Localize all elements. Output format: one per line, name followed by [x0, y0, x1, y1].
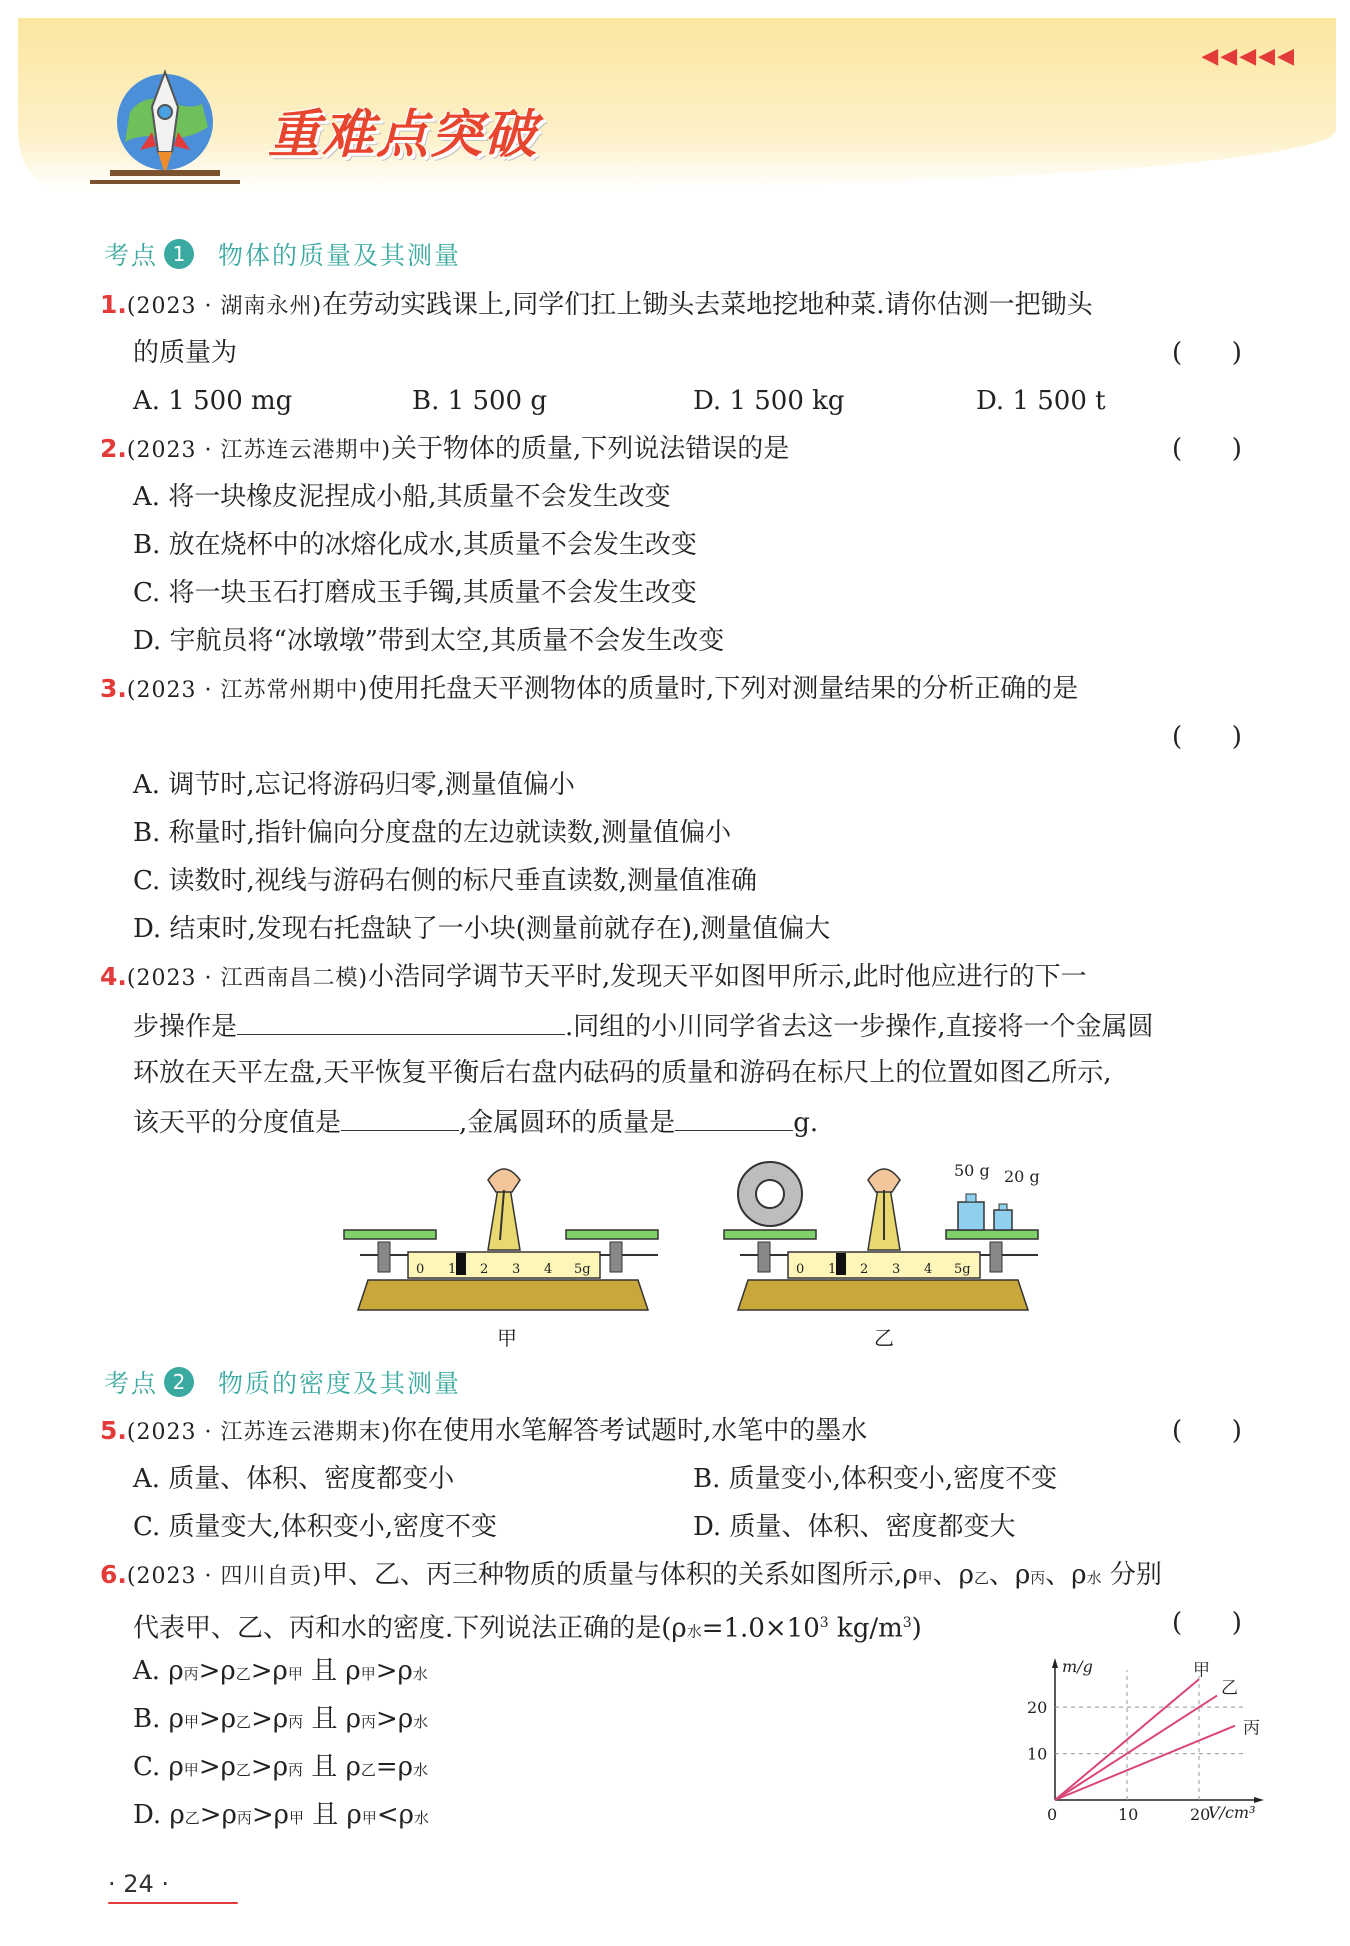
pointer-dial: [488, 1169, 520, 1192]
answer-bracket: ( ): [1172, 1416, 1242, 1446]
figure-label-yi: 乙: [874, 1326, 894, 1350]
q1-option-a: A. 1 500 mg: [133, 386, 293, 416]
y-axis-arrow-icon: [1052, 1658, 1058, 1668]
section-label: 考点: [104, 1369, 159, 1398]
q3-option-d: D. 结束时,发现右托盘缺了一小块(测量前就存在),测量值偏大: [133, 914, 831, 944]
question-source: (2023 · 湖南永州): [126, 294, 323, 319]
balance-figure-jia: [338, 1160, 678, 1320]
question-source: (2023 · 江苏连云港期末): [126, 1420, 392, 1445]
question-number: 1.: [100, 290, 127, 319]
weight-50g: [958, 1202, 984, 1230]
question-number: 2.: [100, 434, 127, 463]
answer-blank: [341, 1104, 459, 1131]
page-number: · 24 ·: [108, 1870, 170, 1898]
x-axis-label: V/cm³: [1208, 1803, 1256, 1822]
series-label: 丙: [1243, 1718, 1260, 1739]
section-number-badge: 2: [164, 1367, 194, 1397]
right-pan: [566, 1230, 658, 1239]
q2-option-a: A. 将一块橡皮泥捏成小船,其质量不会发生改变: [133, 482, 671, 512]
right-pan: [946, 1230, 1038, 1239]
weight-label: 50 g: [954, 1161, 990, 1180]
series-line: [1055, 1726, 1235, 1800]
question-source: (2023 · 江苏连云港期中): [126, 438, 392, 463]
figure-label-jia: 甲: [497, 1326, 517, 1350]
question-number: 6.: [100, 1560, 127, 1589]
section-number-badge: 1: [164, 239, 194, 269]
section-1-heading: [104, 236, 461, 272]
weight-label: 20 g: [1004, 1167, 1040, 1186]
q2-option-d: D. 宇航员将“冰墩墩”带到太空,其质量不会发生改变: [133, 626, 725, 656]
q4-stem-line3: 环放在天平左盘,天平恢复平衡后右盘内砝码的质量和游码在标尺上的位置如图乙所示,: [133, 1058, 1112, 1088]
answer-blank: [237, 1008, 565, 1035]
q1-option-c: D. 1 500 kg: [693, 386, 845, 416]
q6-option-a: A. ρ丙>ρ乙>ρ甲 且 ρ甲>ρ水: [133, 1656, 428, 1686]
footer-decoration: [108, 1902, 238, 1904]
section-banner-title: 重难点突破: [268, 105, 539, 165]
q4-stem-line2: 步操作是 .同组的小川同学省去这一步操作,直接将一个金属圆: [133, 1008, 1154, 1044]
q1-option-b: B. 1 500 g: [412, 386, 547, 416]
section-2-heading: [104, 1364, 461, 1400]
scale-tick-label: 5g: [574, 1262, 591, 1277]
y-tick-label: 10: [1027, 1744, 1048, 1764]
q1-option-d: D. 1 500 t: [976, 386, 1106, 416]
scale-tick-label: 2: [480, 1262, 489, 1277]
question-number: 4.: [100, 962, 127, 991]
q2-option-b: B. 放在烧杯中的冰熔化成水,其质量不会发生改变: [133, 530, 697, 560]
q2-stem: 2.(2023 · 江苏连云港期中)关于物体的质量,下列说法错误的是: [100, 434, 790, 464]
q6-stem-line2: 代表甲、乙、丙和水的密度.下列说法正确的是(ρ水$=1.0\times 10^3$ $kg/m^3$): [133, 1613, 922, 1644]
q5-option-a: A. 质量、体积、密度都变小: [133, 1464, 455, 1494]
answer-bracket: ( ): [1172, 434, 1242, 464]
q5-option-c: C. 质量变大,体积变小,密度不变: [133, 1512, 498, 1542]
q6-option-d: D. ρ乙>ρ丙>ρ甲 且 ρ甲<ρ水: [133, 1800, 429, 1830]
section-title: 物质的密度及其测量: [218, 1369, 462, 1398]
q1-stem-line2: 的质量为: [133, 338, 238, 368]
origin-label: 0: [1047, 1805, 1058, 1824]
weight-20g: [994, 1210, 1012, 1230]
q5-option-d: D. 质量、体积、密度都变大: [693, 1512, 1016, 1542]
balance-figure-yi: [718, 1152, 1058, 1320]
rider: [836, 1253, 846, 1275]
rocket-globe-logo-icon: [90, 52, 240, 192]
x-axis-arrow-icon: [1254, 1797, 1264, 1803]
q1-stem-line1: 1.(2023 · 湖南永州)在劳动实践课上,同学们扛上锄头去菜地挖地种菜.请你估测一把锄头: [100, 290, 1093, 320]
scale-tick-label: 3: [892, 1262, 901, 1277]
scale-tick-label: 1: [828, 1262, 837, 1277]
answer-blank: [675, 1104, 793, 1131]
series-label: 甲: [1193, 1660, 1210, 1681]
q3-stem: 3.(2023 · 江苏常州期中)使用托盘天平测物体的质量时,下列对测量结果的分析正确的是: [100, 674, 1079, 704]
question-number: 5.: [100, 1416, 127, 1445]
q3-option-a: A. 调节时,忘记将游码归零,测量值偏小: [133, 770, 575, 800]
x-tick-label: 10: [1118, 1805, 1139, 1824]
answer-bracket: ( ): [1172, 722, 1242, 752]
scale-tick-label: 4: [924, 1262, 933, 1277]
section-label: 考点: [104, 241, 159, 270]
beam-scale: [408, 1252, 600, 1278]
scale-tick-label: 0: [416, 1262, 425, 1277]
y-tick-label: 20: [1027, 1698, 1048, 1718]
y-axis-label: m/g: [1062, 1657, 1093, 1676]
series-label: 乙: [1221, 1678, 1238, 1699]
beam-scale: [788, 1252, 980, 1278]
left-pan: [344, 1230, 436, 1239]
q4-stem-line1: 4.(2023 · 江西南昌二模)小浩同学调节天平时,发现天平如图甲所示,此时他应进行的下一: [100, 962, 1087, 992]
q5-option-b: B. 质量变小,体积变小,密度不变: [693, 1464, 1058, 1494]
answer-bracket: ( ): [1172, 338, 1242, 368]
scale-tick-label: 4: [544, 1262, 553, 1277]
series-line: [1055, 1696, 1217, 1800]
scale-tick-label: 0: [796, 1262, 805, 1277]
question-source: (2023 · 四川自贡): [126, 1564, 323, 1589]
x-tick-label: 20: [1190, 1805, 1211, 1824]
q3-option-b: B. 称量时,指针偏向分度盘的左边就读数,测量值偏小: [133, 818, 732, 848]
rider: [456, 1253, 466, 1275]
q6-option-b: B. ρ甲>ρ乙>ρ丙 且 ρ丙>ρ水: [133, 1704, 429, 1734]
left-pan: [724, 1230, 816, 1239]
scale-tick-label: 1: [448, 1262, 457, 1277]
arrow-decoration-icon: ◀◀◀◀◀: [1201, 44, 1296, 69]
pointer-dial: [868, 1169, 900, 1192]
q3-option-c: C. 读数时,视线与游码右侧的标尺垂直读数,测量值准确: [133, 866, 758, 896]
q6-stem-line1: 6.(2023 · 四川自贡)甲、乙、丙三种物质的质量与体积的关系如图所示,ρ甲、ρ乙、ρ丙、ρ水 分别: [100, 1560, 1162, 1590]
q5-stem: 5.(2023 · 江苏连云港期末)你在使用水笔解答考试题时,水笔中的墨水: [100, 1416, 868, 1446]
scale-tick-label: 3: [512, 1262, 521, 1277]
balance-base: [738, 1280, 1028, 1310]
question-number: 3.: [100, 674, 127, 703]
q6-option-c: C. ρ甲>ρ乙>ρ丙 且 ρ乙=ρ水: [133, 1752, 428, 1782]
section-title: 物体的质量及其测量: [218, 241, 462, 270]
question-source: (2023 · 江西南昌二模): [126, 966, 369, 991]
question-source: (2023 · 江苏常州期中): [126, 678, 369, 703]
balance-base: [358, 1280, 648, 1310]
scale-tick-label: 2: [860, 1262, 869, 1277]
q2-option-c: C. 将一块玉石打磨成玉手镯,其质量不会发生改变: [133, 578, 697, 608]
mass-volume-chart: [1010, 1650, 1280, 1830]
scale-tick-label: 5g: [954, 1262, 971, 1277]
answer-bracket: ( ): [1172, 1608, 1242, 1638]
q4-stem-line4: 该天平的分度值是 ,金属圆环的质量是 g.: [133, 1104, 818, 1140]
